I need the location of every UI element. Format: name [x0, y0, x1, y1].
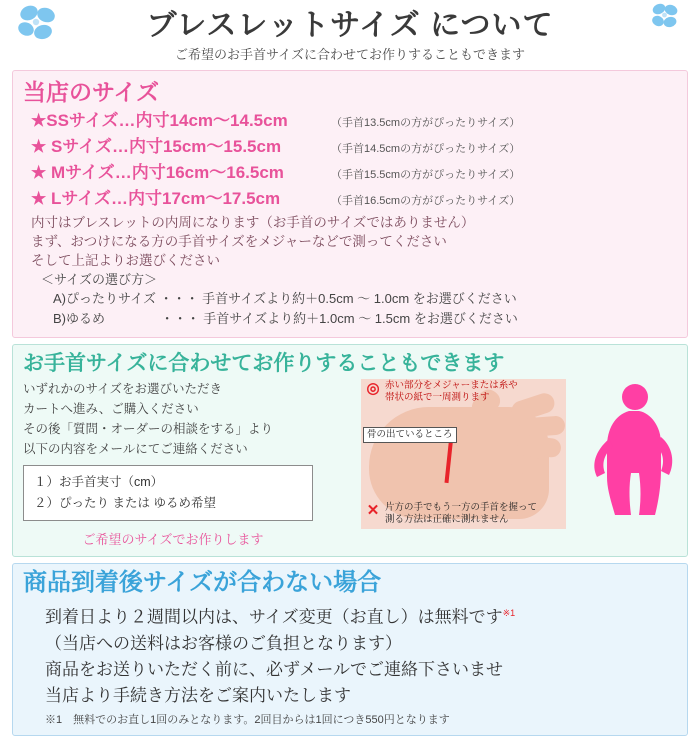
bone-label: 骨の出ているところ: [363, 427, 457, 443]
mail-content-box: [23, 465, 313, 521]
choose-line: B)ゆるめ ・・・ 手首サイズより約＋1.0cm 〜 1.5cm をお選びください: [53, 311, 518, 326]
bad-tip-line: 測る方法は正確に測れません: [385, 514, 509, 525]
size-note-line: まず、おつけになる方の手首サイズをメジャーなどで測ってください: [31, 234, 447, 249]
flower-icon: [16, 4, 58, 42]
size-note: （手首13.5cmの方がぴったりサイズ）: [331, 117, 521, 129]
page-subtitle: ご希望のお手首サイズに合わせてお作りすることもできます: [175, 47, 525, 62]
after-line: （当店への送料はお客様のご負担となります）: [45, 633, 402, 653]
after-line-text: 到着日より２週間以内は、サイズ変更（お直し）は無料です: [45, 607, 503, 627]
section-custom-heading: お手首サイズに合わせてお作りすることもできます: [23, 352, 505, 375]
size-label: ★SSサイズ…内寸14cm〜14.5cm: [31, 111, 288, 130]
mail-item: １）お手首実寸（cm）: [34, 475, 164, 489]
size-label: ★ Mサイズ…内寸16cm〜16.5cm: [31, 163, 284, 182]
size-note-line: そして上記よりお選びください: [31, 253, 220, 268]
size-note: （手首16.5cmの方がぴったりサイズ）: [331, 195, 521, 207]
size-label: ★ Sサイズ…内寸15cm〜15.5cm: [31, 137, 282, 156]
mail-item: ２）ぴったり または ゆるめ希望: [34, 496, 216, 510]
size-row: [31, 135, 677, 161]
section-after-arrival: [12, 563, 688, 736]
size-note: （手首15.5cmの方がぴったりサイズ）: [331, 169, 521, 181]
size-label: ★ Lサイズ…内寸17cm〜17.5cm: [31, 189, 281, 208]
after-footnote: ※1 無料でのお直し1回のみとなります。2回目からは1回につき550円となります: [45, 713, 450, 726]
choose-line: A)ぴったりサイズ ・・・ 手首サイズより約＋0.5cm 〜 1.0cm をお選びください: [53, 291, 517, 306]
size-note-line: 内寸はブレスレットの内周になります（お手首のサイズではありません）: [31, 215, 475, 230]
after-line: [45, 600, 677, 631]
section-custom-body: [23, 379, 677, 548]
instruction-line: 以下の内容をメールにてご連絡ください: [23, 442, 248, 456]
bad-mark-icon: ✕: [366, 502, 380, 519]
instruction-line: カートへ進み、ご購入ください: [23, 402, 199, 416]
woman-silhouette-icon: [585, 381, 677, 527]
footnote-mark: ※1: [502, 608, 516, 618]
finger-shape: [518, 415, 565, 437]
make-note: ご希望のサイズでお作りします: [82, 532, 264, 547]
section-after-heading: 商品到着後サイズが合わない場合: [23, 569, 382, 596]
measure-illustration: [361, 379, 677, 529]
size-row: [31, 109, 677, 135]
page-header: [0, 0, 700, 68]
section-sizes-heading: 当店のサイズ: [23, 79, 160, 105]
after-line: 当店より手続き方法をご案内いたします: [45, 685, 351, 705]
instruction-line: その後「質問・オーダーの相談をする」より: [23, 422, 274, 436]
instruction-line: いずれかのサイズをお選びいただき: [23, 382, 223, 396]
section-store-sizes: [12, 70, 688, 338]
section-custom-order: [12, 344, 688, 557]
good-tip-line: 赤い部分をメジャーまたは糸や: [385, 380, 518, 391]
flower-icon: [650, 2, 680, 30]
good-tip-line: 帯状の紙で一周測ります: [385, 392, 490, 403]
bad-tip-line: 片方の手でもう一方の手首を握って: [385, 502, 538, 513]
size-row: [31, 161, 677, 187]
page-title: ブレスレットサイズ について: [146, 9, 554, 42]
good-mark-icon: ◎: [366, 380, 380, 397]
after-line: 商品をお送りいただく前に、必ずメールでご連絡下さいませ: [45, 659, 503, 679]
size-row: [31, 187, 677, 213]
custom-instructions: [23, 379, 353, 548]
choose-heading: ＜サイズの選び方＞: [41, 272, 157, 287]
size-note: （手首14.5cmの方がぴったりサイズ）: [331, 143, 521, 155]
